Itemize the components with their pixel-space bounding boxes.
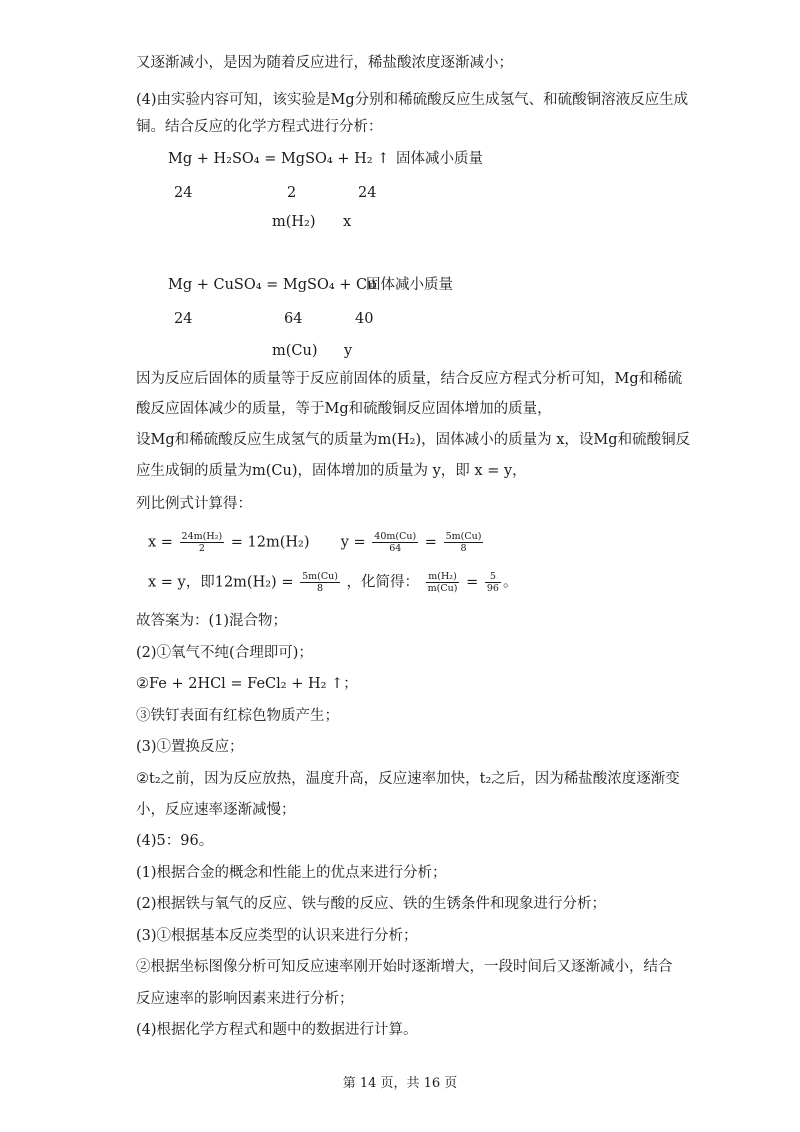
reaction2-unknown: y (344, 343, 353, 359)
answer-line: (2)①氧气不纯(合理即可)； (136, 645, 313, 661)
reaction2-note: 固体减小质量 (366, 277, 453, 293)
analysis-line: (2)根据铁与氧气的反应、铁与酸的反应、铁的生锈条件和现象进行分析； (136, 896, 607, 912)
fraction-numerator: 24m(H₂) (181, 531, 223, 542)
answer-line: ②t₂之前，因为反应放热，温度升高，反应速率加快，t₂之后，因为稀盐酸浓度逐渐变 (136, 771, 680, 787)
paragraph-line: 又逐渐减小，是因为随着反应进行，稀盐酸浓度逐渐减小； (136, 55, 513, 71)
reaction1-value: 24 (174, 185, 193, 201)
reaction2-value: 24 (174, 311, 193, 327)
answer-line: (3)①置换反应； (136, 739, 244, 755)
reaction2-value: 40 (355, 311, 374, 327)
reaction2-value: 64 (284, 311, 303, 327)
answer-line: 故答案为：(1)混合物； (136, 613, 288, 629)
fraction-denominator: 2 (198, 543, 205, 554)
fraction-numerator: 40m(Cu) (374, 531, 417, 542)
calc-text: 。 (502, 574, 518, 591)
fraction (444, 531, 484, 554)
answer-line: (4)5：96。 (136, 833, 214, 849)
answer-line: ②Fe + 2HCl = FeCl₂ + H₂ ↑； (136, 676, 358, 692)
fraction-denominator: 64 (389, 543, 402, 554)
fraction-denominator: 96 (486, 583, 499, 594)
analysis-line: (1)根据合金的概念和性能上的优点来进行分析； (136, 865, 447, 881)
paragraph-line: 因为反应后固体的质量等于反应前固体的质量，结合反应方程式分析可知，Mg和稀硫 (136, 371, 683, 387)
fraction (426, 571, 460, 594)
reaction2-equation: Mg + CuSO₄ = MgSO₄ + Cu (168, 277, 377, 293)
analysis-line: (3)①根据基本反应类型的认识来进行分析； (136, 928, 418, 944)
fraction-numerator: 5m(Cu) (302, 571, 338, 582)
reaction1-equation: Mg + H₂SO₄ = MgSO₄ + H₂ ↑ (168, 151, 390, 167)
calc-y-label: y = (340, 534, 366, 551)
calc-line-2 (148, 571, 517, 594)
page-footer: 第 14 页，共 16 页 (342, 1076, 458, 1091)
paragraph-line: 列比例式计算得： (136, 496, 252, 512)
paragraph-line: 设Mg和稀硫酸反应生成氢气的质量为m(H₂)，固体减小的质量为 x，设Mg和硫酸铜反 (136, 432, 691, 448)
calc-x-result: = 12m(H₂) (230, 534, 310, 551)
analysis-line: (4)根据化学方程式和题中的数据进行计算。 (136, 1022, 418, 1038)
fraction-numerator: m(H₂) (426, 571, 460, 583)
answer-line: ③铁钉表面有红棕色物质产生； (136, 708, 339, 724)
calc-x-label: x = (148, 534, 173, 551)
calc-text: x = y，即12m(H₂) = (148, 574, 294, 591)
fraction (180, 531, 225, 554)
answer-line: 小，反应速率逐渐减慢； (136, 802, 296, 818)
reaction1-note: 固体减小质量 (396, 151, 483, 167)
reaction1-value: 2 (287, 185, 297, 201)
fraction (485, 571, 501, 594)
equals-sign: = (424, 534, 437, 551)
fraction-denominator: 8 (460, 543, 467, 554)
reaction1-value: 24 (358, 185, 377, 201)
analysis-line: ②根据坐标图像分析可知反应速率刚开始时逐渐增大，一段时间后又逐渐减小，结合 (136, 959, 673, 975)
reaction1-unknown: m(H₂) (272, 214, 316, 230)
paragraph-line: 应生成铜的质量为m(Cu)，固体增加的质量为 y，即 x = y， (136, 463, 527, 479)
reaction1-unknown: x (343, 214, 352, 230)
fraction-numerator: 5m(Cu) (445, 531, 482, 542)
fraction-denominator: 8 (316, 583, 324, 594)
fraction (300, 571, 340, 594)
reaction2-unknown: m(Cu) (272, 343, 318, 359)
fraction-numerator: 5 (485, 571, 501, 583)
equals-sign: = (466, 574, 479, 591)
calc-text: ，化简得： (346, 574, 420, 591)
paragraph-line: 铜。结合反应的化学方程式进行分析： (136, 119, 383, 135)
analysis-line: 反应速率的影响因素来进行分析； (136, 991, 354, 1007)
calc-line-1 (148, 531, 485, 554)
fraction (372, 531, 418, 554)
paragraph-line: (4)由实验内容可知，该实验是Mg分别和稀硫酸反应生成氢气、和硫酸铜溶液反应生成 (136, 92, 689, 108)
paragraph-line: 酸反应固体减少的质量，等于Mg和硫酸铜反应固体增加的质量， (136, 401, 552, 417)
fraction-denominator: m(Cu) (427, 583, 458, 594)
